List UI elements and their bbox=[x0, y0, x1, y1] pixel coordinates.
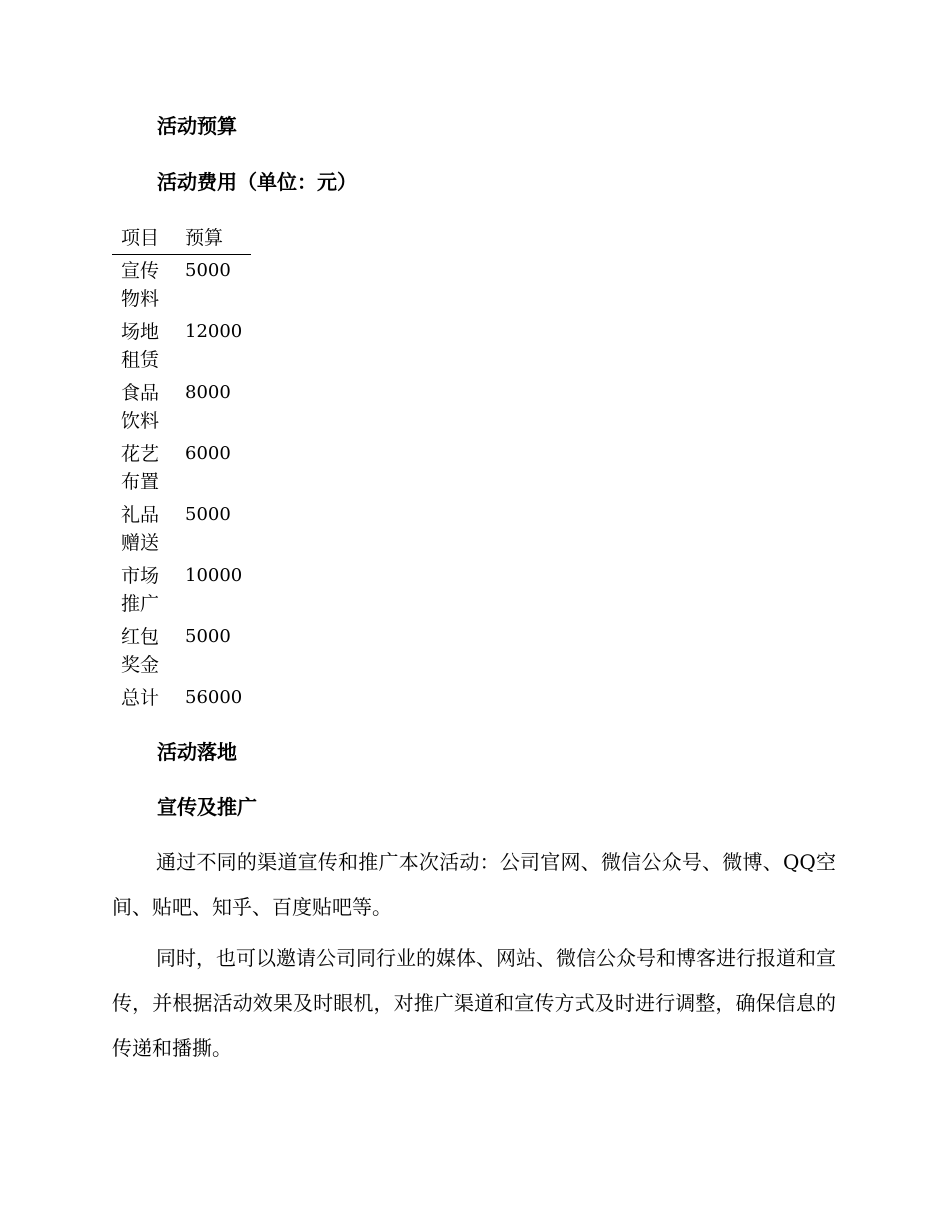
table-header-row bbox=[112, 224, 251, 255]
table-row bbox=[112, 499, 251, 560]
table-row bbox=[112, 255, 251, 317]
section-heading-budget: 活动预算 bbox=[157, 114, 237, 138]
column-header-budget: 预算 bbox=[176, 224, 251, 255]
cell-item: 食品饮料 bbox=[121, 382, 160, 432]
column-header-item: 项目 bbox=[112, 224, 176, 255]
cell-budget: 56000 bbox=[185, 687, 243, 708]
paragraph-channels: 通过不同的渠道宣传和推广本次活动：公司官网、微信公众号、微博、QQ空间、贴吧、知乎、百度贴吧等。 bbox=[112, 850, 836, 919]
table-row bbox=[112, 621, 251, 682]
table-row bbox=[112, 438, 251, 499]
table-row bbox=[112, 377, 251, 438]
table-row-total bbox=[112, 682, 251, 715]
section-heading-promotion: 宣传及推广 bbox=[157, 795, 257, 819]
cell-item: 红包奖金 bbox=[121, 626, 160, 676]
cell-budget: 5000 bbox=[185, 260, 231, 281]
cell-item: 市场推广 bbox=[121, 565, 160, 615]
paragraph-media: 同时，也可以邀请公司同行业的媒体、网站、微信公众号和博客进行报道和宣传，并根据活动效果及时眼机，对推广渠道和宣传方式及时进行调整，确保信息的传递和播撕。 bbox=[112, 946, 836, 1060]
cell-item: 礼品赠送 bbox=[121, 504, 160, 554]
table-row bbox=[112, 560, 251, 621]
cell-budget: 8000 bbox=[185, 382, 231, 403]
cell-item: 场地租赁 bbox=[121, 321, 160, 371]
cell-budget: 12000 bbox=[185, 321, 243, 342]
cell-budget: 10000 bbox=[185, 565, 243, 586]
section-heading-landing: 活动落地 bbox=[157, 740, 237, 764]
budget-table bbox=[112, 224, 251, 715]
table-row bbox=[112, 316, 251, 377]
section-heading-cost: 活动费用（单位：元） bbox=[157, 170, 357, 194]
cell-budget: 5000 bbox=[185, 504, 231, 525]
cell-item: 总计 bbox=[121, 687, 160, 709]
cell-item: 花艺布置 bbox=[121, 443, 160, 493]
cell-budget: 6000 bbox=[185, 443, 231, 464]
cell-budget: 5000 bbox=[185, 626, 231, 647]
cell-item: 宣传物料 bbox=[121, 260, 160, 310]
